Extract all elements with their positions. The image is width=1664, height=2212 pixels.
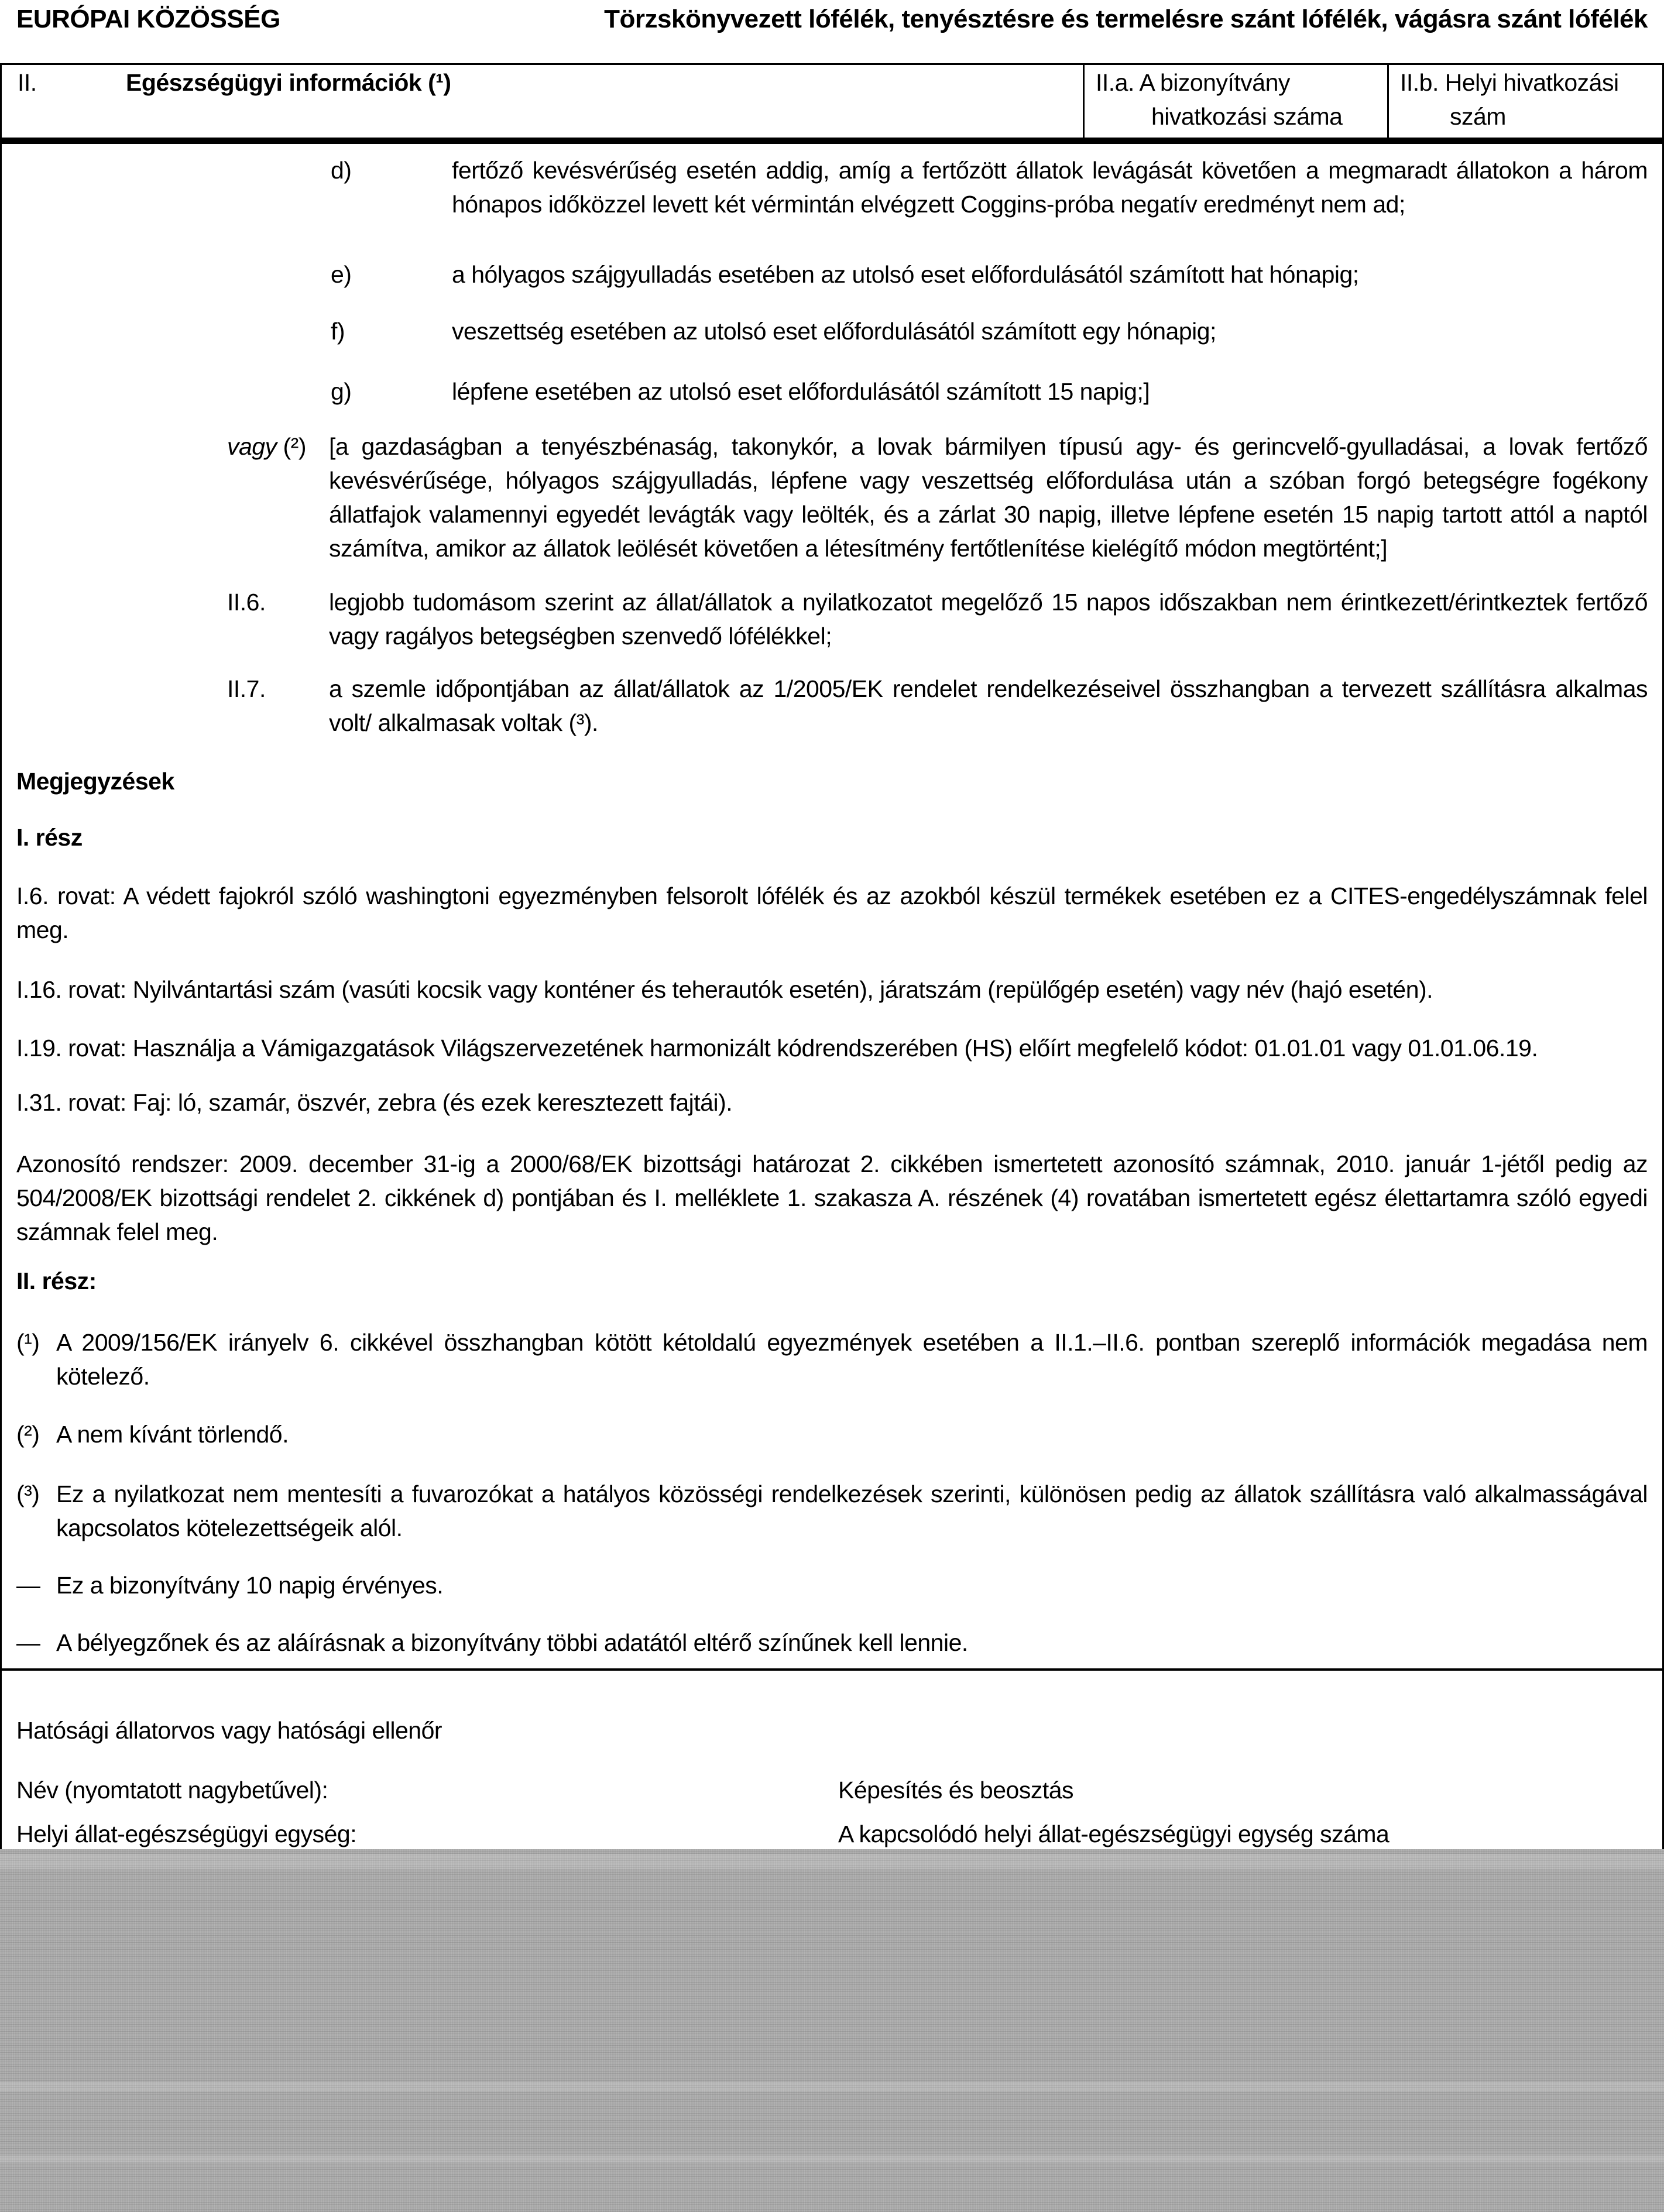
footnote-3-text: Ez a nyilatkozat nem mentesíti a fuvarozókat a hatályos közösségi rendelkezések szerinti, különösen pedig az állatok szállításra való alkalmasságával kapcsolatos kötelezettségeik alól. bbox=[56, 1481, 1648, 1541]
notes-heading: Megjegyzések bbox=[16, 768, 174, 795]
dash-1-mark: — bbox=[16, 1572, 40, 1599]
item-g-label: g) bbox=[331, 378, 352, 405]
note-box-i16: I.16. rovat: Nyilvántartási szám (vasúti kocsik vagy konténer és teherautók esetén), járatszám (repülőgép esetén) vagy név (hajó esetén). bbox=[16, 976, 1433, 1003]
dash-2-text: A bélyegzőnek és az aláírásnak a bizonyítvány többi adatától eltérő színűnek kell lennie. bbox=[56, 1629, 968, 1656]
certificate-reference-line2: hivatkozási száma bbox=[1151, 103, 1343, 130]
certificate-reference-cell bbox=[1096, 66, 1371, 133]
item-ii7-text: a szemle időpontjában az állat/állatok az 1/2005/EK rendelet rendelkezéseivel összhangban a tervezett szállításra alkalmas volt/ alkalmasak voltak (³). bbox=[329, 675, 1648, 736]
footnote-1-label: (¹) bbox=[16, 1329, 40, 1356]
item-d-label: d) bbox=[331, 157, 352, 184]
vagy-clause-label bbox=[227, 430, 306, 463]
note-box-i19: I.19. rovat: Használja a Vámigazgatások Világszervezetének harmonizált kódrendszerében (HS) előírt megfelelő kódot: 01.01.01 vagy 01.01.06.19. bbox=[16, 1035, 1538, 1062]
section-number: II. bbox=[18, 69, 37, 96]
vagy-word: vagy bbox=[227, 433, 277, 460]
item-ii7-label: II.7. bbox=[227, 675, 266, 702]
footnote-2-text: A nem kívánt törlendő. bbox=[56, 1421, 289, 1448]
signature-section-divider bbox=[0, 1668, 1664, 1671]
table-top-border bbox=[0, 63, 1664, 65]
local-reference-line2: szám bbox=[1450, 103, 1506, 130]
part2-heading: II. rész: bbox=[16, 1268, 97, 1294]
item-e-text: a hólyagos szájgyulladás esetében az utolsó eset előfordulásától számított hat hónapig; bbox=[452, 261, 1359, 288]
local-reference-line1: II.b. Helyi hivatkozási bbox=[1400, 69, 1619, 96]
qualification-label: Képesítés és beosztás bbox=[838, 1777, 1074, 1804]
certificate-reference-line1: II.a. A bizonyítvány bbox=[1096, 69, 1290, 96]
page-header-right: Törzskönyvezett lófélék, tenyésztésre és termelésre szánt lófélék, vágásra szánt lófélék bbox=[604, 5, 1648, 33]
item-ii6-text: legjobb tudomásom szerint az állat/állatok a nyilatkozatot megelőző 15 napos időszakban nem érintkezett/érintkeztek fertőző vagy ragályos betegségben szenvedő lófélékkel; bbox=[329, 589, 1648, 650]
item-g-text: lépfene esetében az utolsó eset előfordulásától számított 15 napig;] bbox=[452, 378, 1150, 405]
item-d-text: fertőző kevésvérűség esetén addig, amíg a fertőzött állatok levágását követően a megmaradt állatokon a három hónapos időközzel levett két vérmintán elvégzett Coggins-próba negatív eredményt nem ad; bbox=[452, 157, 1648, 218]
local-reference-cell bbox=[1400, 66, 1652, 133]
footnote-2-label: (²) bbox=[16, 1421, 40, 1448]
local-unit-number-label: A kapcsolódó helyi állat-egészségügyi egység száma bbox=[838, 1821, 1389, 1847]
official-veterinarian-label: Hatósági állatorvos vagy hatósági ellenőr bbox=[16, 1717, 442, 1744]
item-ii6-label: II.6. bbox=[227, 589, 266, 616]
unrendered-page-area bbox=[0, 1849, 1664, 2212]
section-title: Egészségügyi információk (¹) bbox=[126, 69, 451, 96]
dash-2-mark: — bbox=[16, 1629, 40, 1656]
local-unit-label: Helyi állat-egészségügyi egység: bbox=[16, 1821, 357, 1847]
header-row-divider-1 bbox=[1083, 65, 1085, 138]
note-box-i31: I.31. rovat: Faj: ló, szamár, öszvér, zebra (és ezek keresztezett fajtái). bbox=[16, 1089, 733, 1116]
item-f-label: f) bbox=[331, 318, 345, 345]
note-box-i6: I.6. rovat: A védett fajokról szóló washingtoni egyezményben felsorolt lófélék és az azokból készül termékek esetében ez a CITES-engedélyszámnak felel meg. bbox=[16, 882, 1648, 943]
table-left-border bbox=[0, 63, 2, 1849]
gray-stripe-1 bbox=[0, 1854, 1664, 1869]
gray-stripe-3 bbox=[0, 2155, 1664, 2163]
item-e-label: e) bbox=[331, 261, 352, 288]
dash-1-text: Ez a bizonyítvány 10 napig érvényes. bbox=[56, 1572, 444, 1599]
part1-heading: I. rész bbox=[16, 824, 83, 851]
gray-stripe-2 bbox=[0, 2082, 1664, 2091]
item-f-text: veszettség esetében az utolsó eset előfordulásától számított egy hónapig; bbox=[452, 318, 1216, 345]
vagy-clause-text: [a gazdaságban a tenyészbénaság, takonykór, a lovak bármilyen típusú agy- és gerincvelő-gyulladásai, a lovak fertőző kevésvérűsége, hólyagos szájgyulladás, lépfene vagy veszettség előfordulása után a szóban forgó betegségre fogékony állatfajok valamennyi egyedét levágták vagy leölték, és a zárlat 30 napig, illetve lépfene esetén 15 napig tartott attól a naptól számítva, amikor az állatok leölését követően a létesítmény fertőtlenítése kielégítő módon megtörtént;] bbox=[329, 433, 1648, 562]
footnote-3-label: (³) bbox=[16, 1481, 40, 1507]
footnote-1-text: A 2009/156/EK irányelv 6. cikkével összhangban kötött kétoldalú egyezmények esetében a II.1.–II.6. pontban szereplő információk megadása nem kötelező. bbox=[56, 1329, 1648, 1390]
header-row-divider-2 bbox=[1387, 65, 1389, 138]
vagy-footnote-ref: (²) bbox=[283, 433, 306, 460]
header-row-thick-border bbox=[0, 138, 1664, 144]
page-header-left: EURÓPAI KÖZÖSSÉG bbox=[16, 5, 280, 33]
name-label: Név (nyomtatott nagybetűvel): bbox=[16, 1777, 328, 1804]
note-identification-system: Azonosító rendszer: 2009. december 31-ig a 2000/68/EK bizottsági határozat 2. cikkében ismertetett azonosító számnak, 2010. január 1-jétől pedig az 504/2008/EK bizottsági rendelet 2. cikkének d) pontjában és I. melléklete 1. szakasza A. részének (4) rovatában ismertetett egész élettartamra szóló egyedi számnak felel meg. bbox=[16, 1150, 1648, 1245]
